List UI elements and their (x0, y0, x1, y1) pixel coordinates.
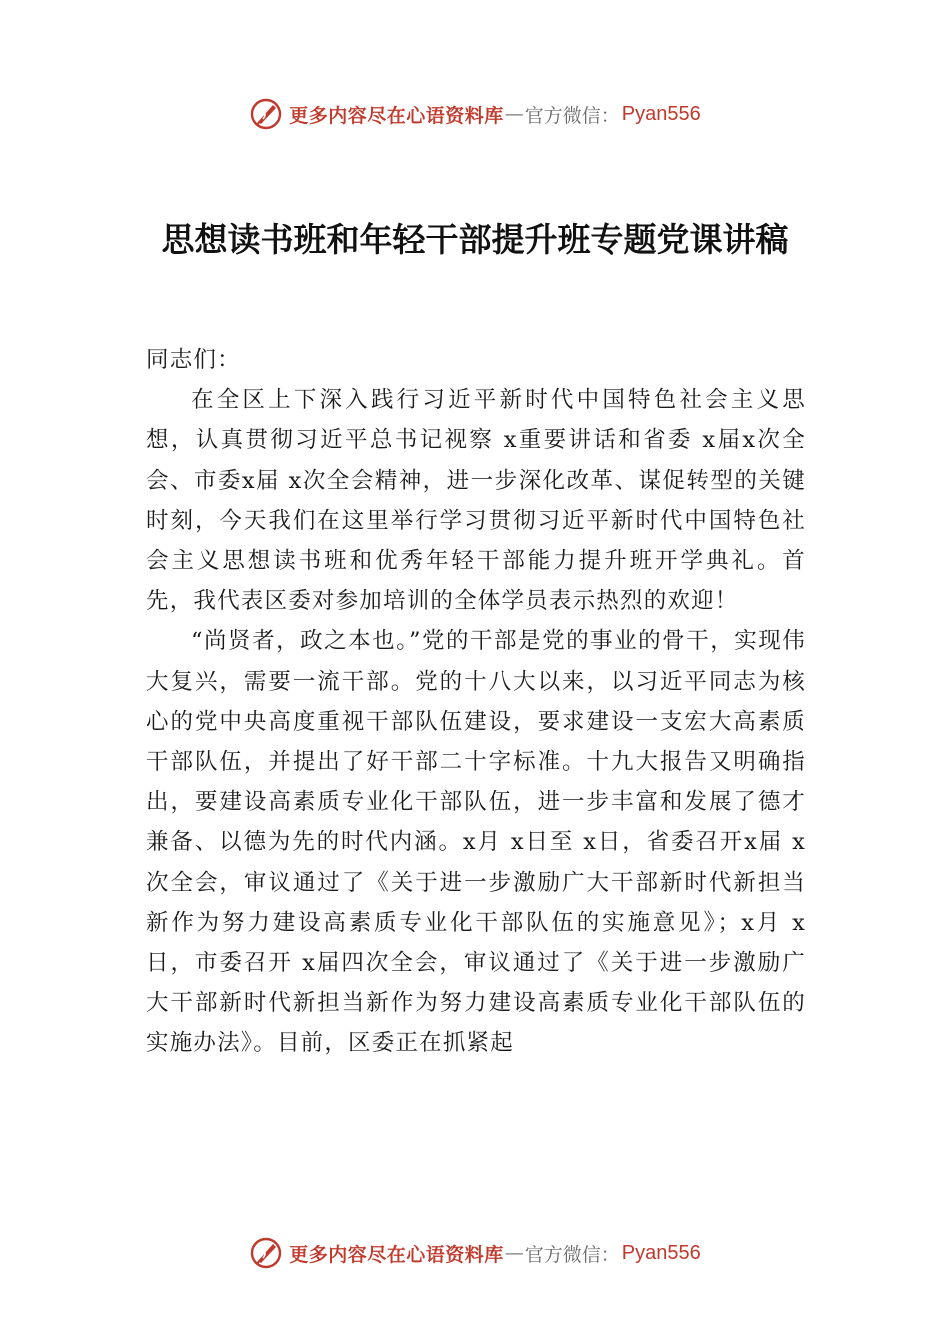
banner-main-text: 更多内容尽在心语资料库 (289, 104, 504, 127)
page-title: 思想读书班和年轻干部提升班专题党课讲稿 (161, 220, 789, 259)
quill-pen-logo-icon (249, 97, 283, 131)
banner-wechat-id: Pyan556 (621, 1241, 701, 1264)
footer-watermark-banner (0, 1231, 950, 1275)
paragraph: “尚贤者，政之本也。”党的干部是党的事业的骨干，实现伟大复兴，需要一流干部。党的十八大以来，以习近平同志为核心的党中央高度重视干部队伍建设，要求建设一支宏大高素质干部队伍，并提出了好干部二十字标准。十九大报告又明确指出，要建设高素质专业化干部队伍，进一步丰富和发展了德才兼备、以德为先的时代内涵。x月 x日至 x日，省委召开x届 x次全会，审议通过了《关于进一步激励广大干部新时代新担当新作为努力建设高素质专业化干部队伍的实施意见》；x月 x日，市委召开 x届四次全会，审议通过了《关于进一步激励广大干部新时代新担当新作为努力建设高素质专业化干部队伍的实施办法》。目前，区委正在抓紧起 (146, 628, 806, 1057)
salutation: 同志们： (146, 347, 241, 373)
banner-wechat-label: 官方微信： (524, 1243, 620, 1266)
header-watermark-banner (0, 92, 950, 136)
quill-pen-logo-icon (249, 1236, 283, 1270)
banner-separator: — (504, 1242, 524, 1264)
banner-main-text: 更多内容尽在心语资料库 (289, 1243, 504, 1266)
banner-wechat-id: Pyan556 (621, 102, 701, 125)
paragraph: 在全区上下深入践行习近平新时代中国特色社会主义思想，认真贯彻习近平总书记视察 x重要讲话和省委 x届x次全会、市委x届 x次全会精神，进一步深化改革、谋促转型的关键时刻，今天我们在这里举行学习贯彻习近平新时代中国特色社会主义思想读书班和优秀年轻干部能力提升班开学典礼。首先，我代表区委对参加培训的全体学员表示热烈的欢迎！ (146, 387, 806, 615)
banner-separator: — (504, 103, 524, 125)
banner-wechat-label: 官方微信： (524, 104, 620, 127)
document-body (146, 340, 806, 1064)
